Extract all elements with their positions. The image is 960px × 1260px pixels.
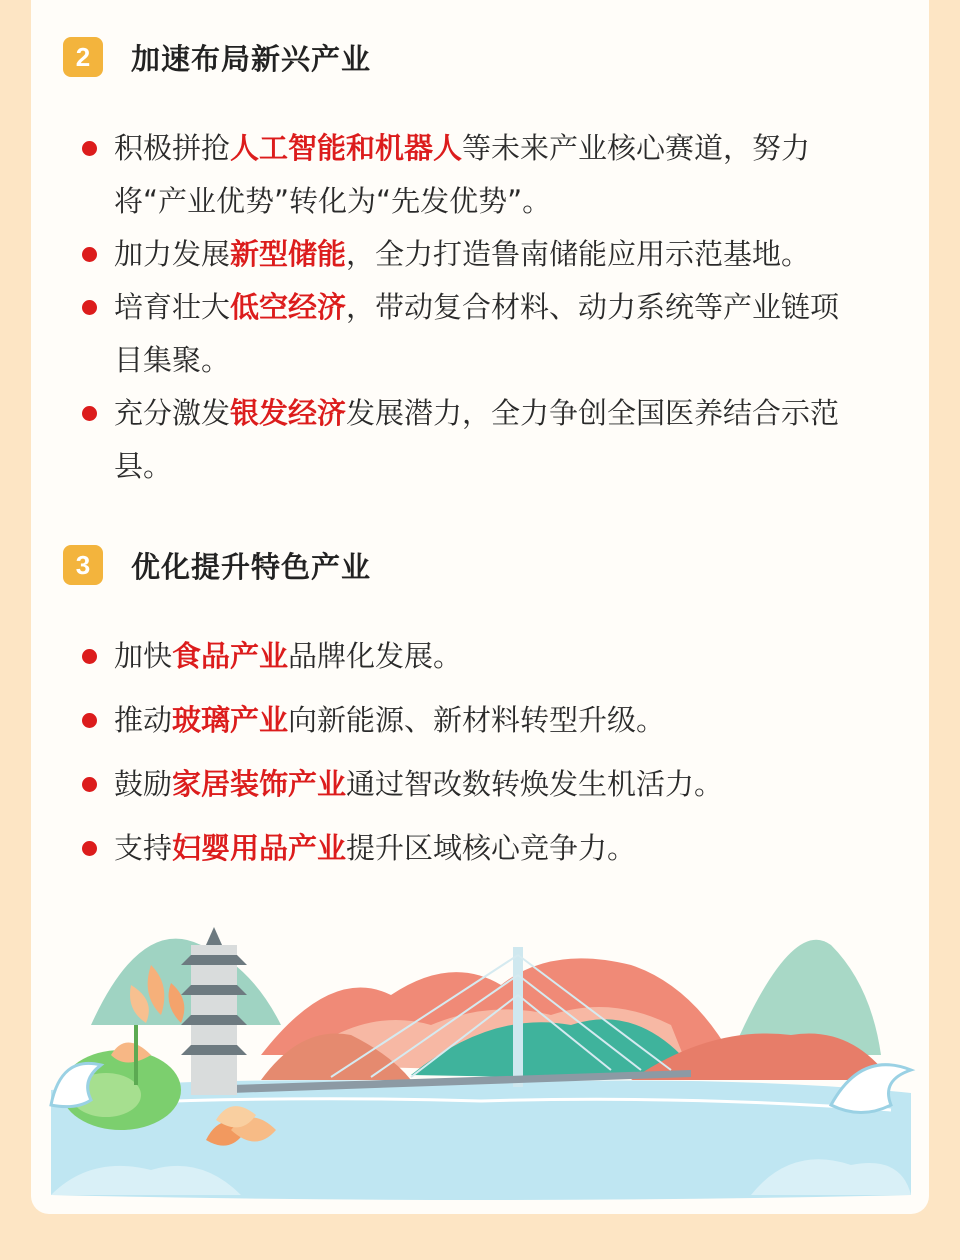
bullet-icon: [82, 649, 97, 664]
highlight-text: 家居装饰产业: [172, 767, 347, 801]
bullet-icon: [82, 406, 97, 421]
list-item: 积极拼抢人工智能和机器人等未来产业核心赛道，努力将“产业优势”转化为“先发优势”。: [82, 122, 852, 228]
bullet-list-2: [82, 122, 852, 493]
bullet-icon: [82, 300, 97, 315]
bullet-list-3: [82, 630, 852, 875]
landscape-illustration: [31, 905, 929, 1210]
bullet-icon: [82, 841, 97, 856]
list-item: 推动玻璃产业向新能源、新材料转型升级。: [82, 694, 852, 747]
bullet-icon: [82, 713, 97, 728]
list-item: 加快食品产业品牌化发展。: [82, 630, 852, 683]
section-title: 优化提升特色产业: [131, 549, 372, 584]
highlight-text: 低空经济: [230, 290, 347, 324]
highlight-text: 银发经济: [230, 396, 347, 430]
section-number-badge: 3: [63, 545, 103, 585]
section-number-badge: 2: [63, 37, 103, 77]
list-item: 支持妇婴用品产业提升区域核心竞争力。: [82, 822, 852, 875]
bullet-icon: [82, 247, 97, 262]
list-item: 充分激发银发经济发展潜力，全力争创全国医养结合示范县。: [82, 387, 852, 493]
list-item: 鼓励家居装饰产业通过智改数转焕发生机活力。: [82, 758, 852, 811]
list-item: 加力发展新型储能，全力打造鲁南储能应用示范基地。: [82, 228, 852, 281]
highlight-text: 新型储能: [230, 237, 347, 271]
bullet-icon: [82, 141, 97, 156]
section-header-3: [63, 545, 371, 585]
bullet-icon: [82, 777, 97, 792]
section-header-2: [63, 37, 371, 77]
section-title: 加速布局新兴产业: [131, 41, 372, 76]
highlight-text: 妇婴用品产业: [172, 831, 347, 865]
highlight-text: 玻璃产业: [172, 703, 289, 737]
highlight-text: 人工智能和机器人: [230, 131, 463, 165]
highlight-text: 食品产业: [172, 639, 289, 673]
list-item: 培育壮大低空经济，带动复合材料、动力系统等产业链项目集聚。: [82, 281, 852, 387]
